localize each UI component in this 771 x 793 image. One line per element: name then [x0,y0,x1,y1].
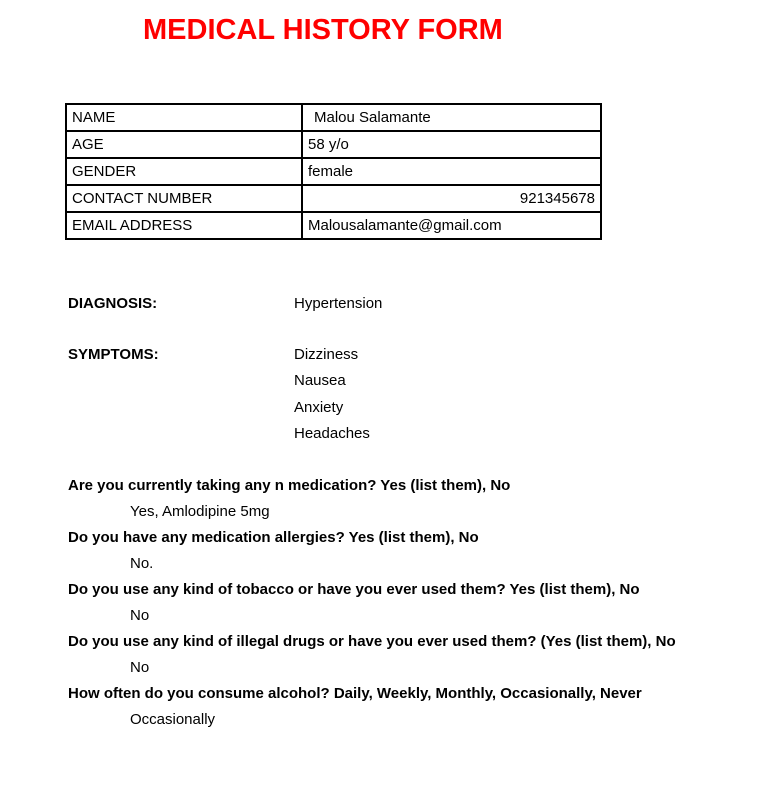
field-value-gender: female [302,158,601,185]
diagnosis-section [68,291,383,317]
field-label-contact-number: CONTACT NUMBER [66,185,302,212]
answer-alcohol: Occasionally [130,711,216,728]
table-row [66,185,601,212]
patient-info-table [65,103,602,240]
question-tobacco: Do you use any kind of tobacco or have you ever used them? Yes (list them), No [68,581,640,598]
diagnosis-label: DIAGNOSIS: [68,295,158,312]
field-label-name: NAME [66,104,302,131]
symptom-item: Anxiety [294,398,344,416]
questionnaire-section [68,473,763,733]
symptoms-list [294,342,370,448]
field-value-contact-number: 921345678 [302,185,601,212]
diagnosis-value: Hypertension [294,295,383,312]
field-value-name: Malou Salamante [302,104,601,131]
field-label-age: AGE [66,131,302,158]
answer-allergies: No. [130,555,154,572]
question-allergies: Do you have any medication allergies? Yes (list them), No [68,529,479,546]
question-illegal-drugs: Do you use any kind of illegal drugs or have you ever used them? (Yes (list them), No [68,633,676,650]
symptoms-label: SYMPTOMS: [68,346,159,363]
page-title: MEDICAL HISTORY FORM [143,14,503,46]
table-row [66,158,601,185]
question-alcohol: How often do you consume alcohol? Daily, Weekly, Monthly, Occasionally, Never [68,685,642,702]
answer-illegal-drugs: No [130,659,150,676]
answer-tobacco: No [130,607,150,624]
answer-medication: Yes, Amlodipine 5mg [130,503,270,520]
field-label-email-address: EMAIL ADDRESS [66,212,302,239]
table-row [66,212,601,239]
question-medication: Are you currently taking any n medication? Yes (list them), No [68,477,511,494]
symptom-item: Nausea [294,372,346,390]
table-row [66,131,601,158]
symptoms-section [68,342,370,443]
symptom-item: Headaches [294,425,370,443]
field-value-age: 58 y/o [302,131,601,158]
field-label-gender: GENDER [66,158,302,185]
table-row [66,104,601,131]
field-value-email-address: Malousalamante@gmail.com [302,212,601,239]
symptom-item: Dizziness [294,346,359,363]
